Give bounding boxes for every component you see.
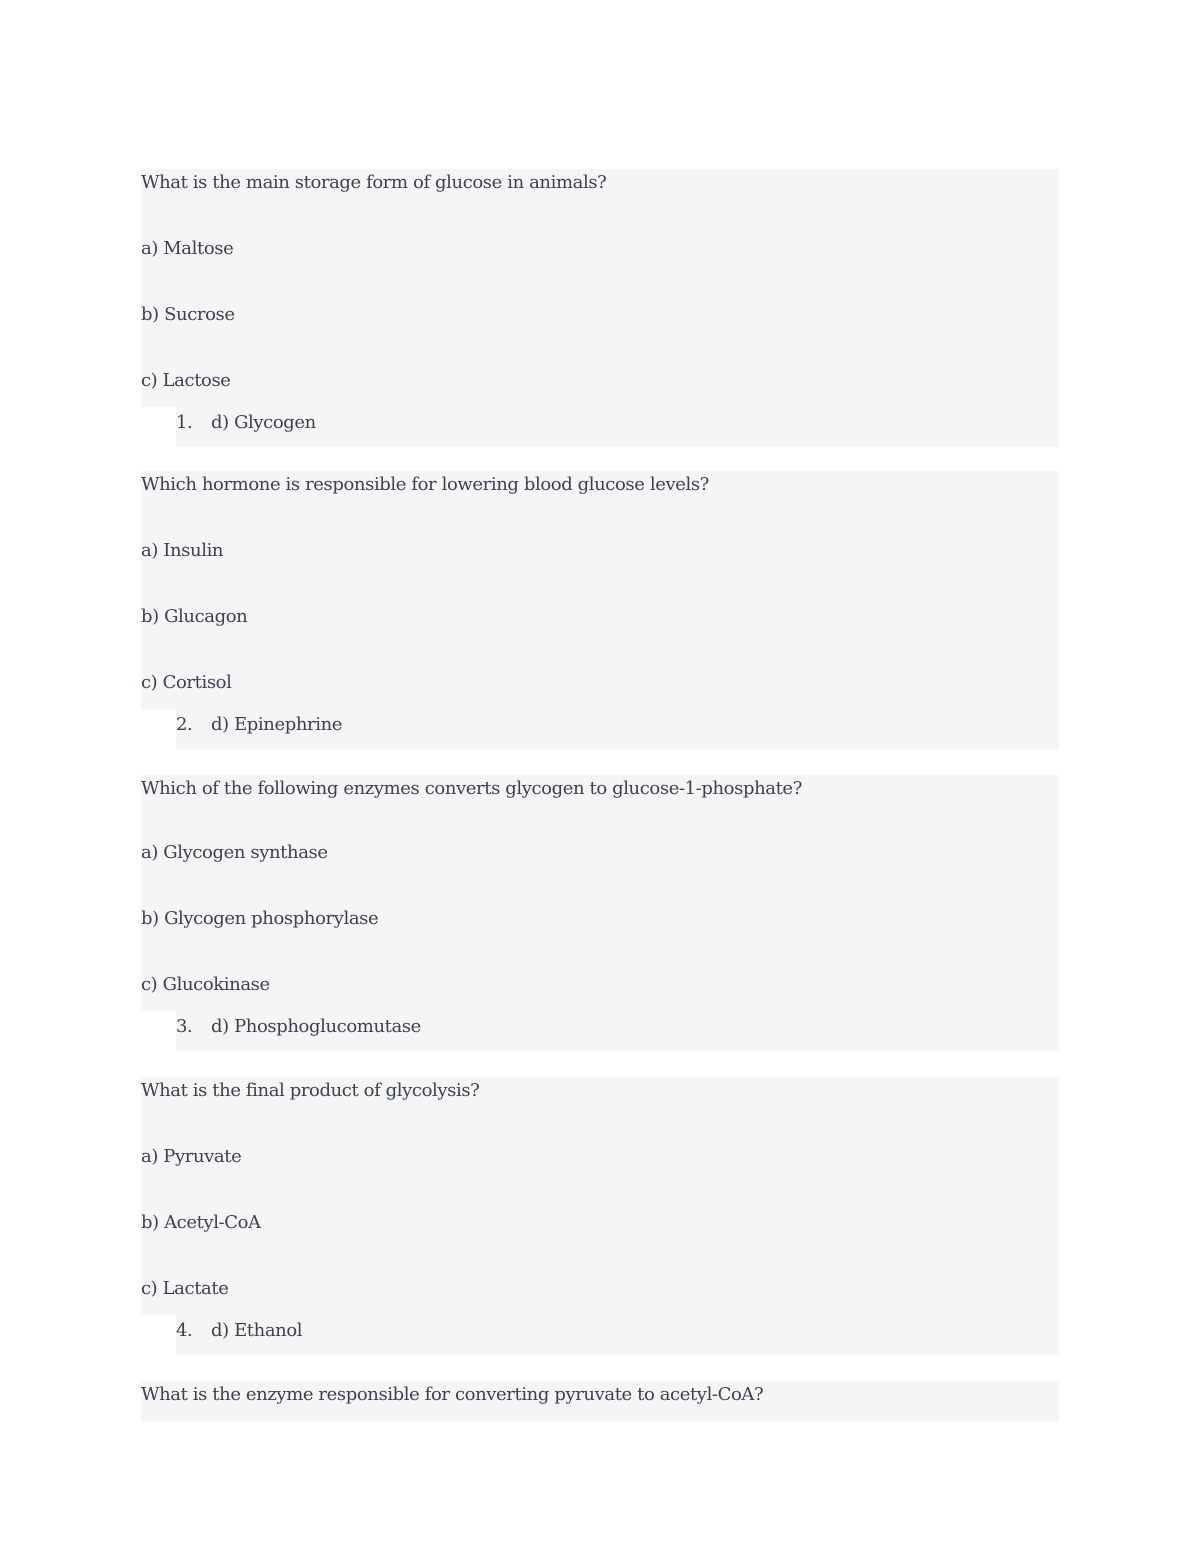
spacer xyxy=(141,815,1059,841)
option-b: b) Glucagon xyxy=(141,603,1059,643)
spacer xyxy=(141,879,1059,905)
question-text: What is the enzyme responsible for converting pyruvate to acetyl-CoA? xyxy=(141,1381,1059,1421)
question-text: Which hormone is responsible for lowering blood glucose levels? xyxy=(141,471,1059,511)
list-number: 2. xyxy=(176,714,193,735)
option-d xyxy=(176,1011,1059,1051)
option-d xyxy=(176,709,1059,749)
question-text: Which of the following enzymes converts glycogen to glucose-1-phosphate? xyxy=(141,775,1059,815)
spacer xyxy=(141,1183,1059,1209)
spacer xyxy=(141,1117,1059,1143)
option-b: b) Acetyl-CoA xyxy=(141,1209,1059,1249)
option-d-text: d) Phosphoglucomutase xyxy=(211,1016,421,1037)
spacer xyxy=(141,209,1059,235)
spacer xyxy=(141,643,1059,669)
option-d-text: d) Ethanol xyxy=(211,1320,303,1341)
option-d-text: d) Glycogen xyxy=(211,412,316,433)
option-d xyxy=(176,1315,1059,1355)
option-a: a) Pyruvate xyxy=(141,1143,1059,1183)
question-text: What is the final product of glycolysis? xyxy=(141,1077,1059,1117)
spacer xyxy=(141,577,1059,603)
option-b: b) Sucrose xyxy=(141,301,1059,341)
option-b: b) Glycogen phosphorylase xyxy=(141,905,1059,945)
option-d-text: d) Epinephrine xyxy=(211,714,343,735)
list-number: 3. xyxy=(176,1016,193,1037)
option-a: a) Maltose xyxy=(141,235,1059,275)
option-c: c) Cortisol xyxy=(141,669,1059,709)
option-a: a) Insulin xyxy=(141,537,1059,577)
option-a: a) Glycogen synthase xyxy=(141,839,1059,879)
option-c: c) Glucokinase xyxy=(141,971,1059,1011)
spacer xyxy=(141,945,1059,971)
option-c: c) Lactose xyxy=(141,367,1059,407)
spacer xyxy=(141,511,1059,537)
list-number: 4. xyxy=(176,1320,193,1341)
option-c: c) Lactate xyxy=(141,1275,1059,1315)
option-d xyxy=(176,407,1059,447)
list-number: 1. xyxy=(176,412,193,433)
spacer xyxy=(141,341,1059,367)
spacer xyxy=(141,1249,1059,1275)
spacer xyxy=(141,275,1059,301)
question-text: What is the main storage form of glucose in animals? xyxy=(141,169,1059,209)
